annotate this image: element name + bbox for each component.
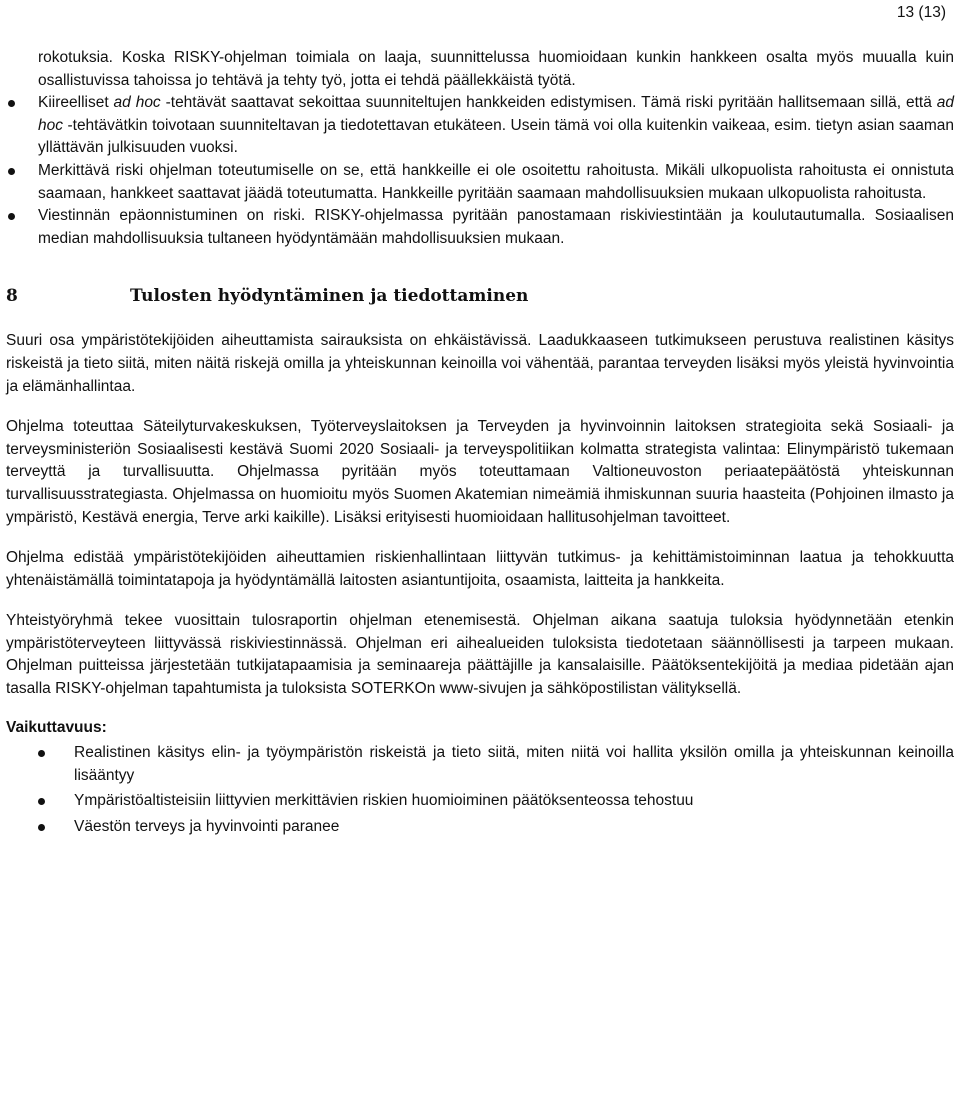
bullet-icon	[38, 824, 45, 831]
list-item-continuation	[6, 47, 954, 92]
risk-text-pre: Kiireelliset	[38, 94, 114, 112]
risk-text-em: ad hoc	[113, 94, 161, 112]
risk-text-post: -tehtävätkin toivotaan suunniteltavan ja tiedotettavan etukäteen. Usein tämä voi olla kuitenkin vaikeaa, esim. tietyn asian saaman yllättävän julkisuuden vuoksi.	[38, 116, 954, 157]
risk-text: Viestinnän epäonnistuminen on riski. RISKY-ohjelmassa pyritään panostamaan riskiviestintään ja koulutautumalla. Sosiaalisen median mahdollisuuksia tultaneen hyödyntämään mahdollisuuksien mukaan.	[38, 207, 954, 247]
impact-text: Väestön terveys ja hyvinvointi paranee	[74, 818, 340, 836]
list-item	[6, 790, 954, 813]
paragraph: Suuri osa ympäristötekijöiden aiheuttamista sairauksista on ehkäistävissä. Laadukkaaseen tutkimukseen perustuva realistinen käsitys riskeistä ja tieto siitä, miten näitä riskejä omilla ja yhteiskunnan keinoilla voi vähentää, parantaa terveyden lisäksi myös yleistä hyvinvointia ja elämänhallintaa.	[6, 332, 954, 395]
bullet-icon	[8, 213, 15, 220]
bullet-icon	[8, 168, 15, 175]
bullet-icon	[8, 100, 15, 107]
list-item	[6, 92, 954, 160]
document-body	[6, 47, 954, 842]
intro-text: rokotuksia. Koska RISKY-ohjelman toimiala on laaja, suunnittelussa huomioidaan kunkin hankkeen osalta myös muualla kuin osallistuvissa tahoissa jo tehtävä ja tehty työ, jotta ei tehdä päällekkäistä työtä.	[38, 49, 954, 89]
risk-text-em: ad hoc	[38, 94, 954, 134]
risk-list	[6, 47, 954, 250]
list-item	[6, 160, 954, 205]
risk-text: Merkittävä riski ohjelman toteutumiselle on se, että hankkeille ei ole osoitettu rahoitusta. Mikäli ulkopuolista rahoitusta ei onnistuta saamaan, hankkeet saattavat jäädä toteutumatta. Hankkeille pyritään saamaan mahdollisuuksien mukaan ulkopuolista rahoitusta.	[38, 161, 954, 202]
impact-heading: Vaikuttavuus:	[6, 718, 107, 736]
bullet-icon	[38, 798, 45, 805]
section-heading	[6, 286, 954, 306]
paragraph: Ohjelma edistää ympäristötekijöiden aiheuttamien riskienhallintaan liittyvän tutkimus- ja kehittämistoiminnan laatua ja tehokkuutta yhtenäistämällä toimintatapoja ja hyödyntämällä laitosten asiantuntijoita, osaamista, laitteita ja hankkeita.	[6, 549, 954, 589]
paragraph: Yhteistyöryhmä tekee vuosittain tulosraportin ohjelman etenemisestä. Ohjelman aikana saatuja tuloksia hyödynnetään etenkin ympäristöterveyteen liittyvässä riskiviestinnässä. Ohjelman eri aihealueiden tuloksista tiedotetaan säännöllisesti ja tarpeen mukaan. Ohjelman puitteissa järjestetään tutkijatapaamisia ja seminaareja päättäjille ja kansalaisille. Päätöksentekijöitä ja mediaa pidetään ajan tasalla RISKY-ohjelman tapahtumista ja tuloksista SOTERKOn www-sivujen ja sähköpostilistan välityksellä.	[6, 612, 954, 698]
list-item	[6, 742, 954, 787]
list-item	[6, 816, 954, 839]
impact-list	[6, 742, 954, 838]
bullet-icon	[38, 750, 45, 757]
impact-text: Ympäristöaltisteisiin liittyvien merkittävien riskien huomioiminen päätöksenteossa tehostuu	[74, 792, 694, 810]
section-number: 8	[6, 286, 18, 307]
section-title: Tulosten hyödyntäminen ja tiedottaminen	[130, 286, 529, 307]
list-item	[6, 205, 954, 250]
paragraph: Ohjelma toteuttaa Säteilyturvakeskuksen, Työterveyslaitoksen ja Terveyden ja hyvinvoinnin laitoksen strategioita sekä Sosiaali- ja terveysministeriön Sosiaalisesti kestävä Suomi 2020 Sosiaali- ja terveyspolitiikan kolmatta strategista valintaa: Elinympäristö tukemaan terveyttä ja turvallisuutta. Ohjelmassa pyritään myös toteuttamaan Valtioneuvoston periaatepäätöstä yhteiskunnan turvallisuusstrategiasta. Ohjelmassa on huomioitu myös Suomen Akatemian nimeämiä ihmiskunnan suuria haasteita (Pohjoinen ilmasto ja ympäristö, Kestävä energia, Terve arki kaikille). Lisäksi erityisesti huomioidaan hallitusohjelman tavoitteet.	[6, 418, 954, 526]
page-number: 13 (13)	[896, 4, 946, 21]
risk-text-mid: -tehtävät saattavat sekoittaa suunniteltujen hankkeiden edistymisen. Tämä riski pyritään hallitsemaan sillä, että	[160, 94, 937, 112]
impact-text: Realistinen käsitys elin- ja työympäristön riskeistä ja tieto siitä, miten niitä voi hallita yksilön omilla ja yhteiskunnan keinoilla lisääntyy	[74, 744, 954, 784]
